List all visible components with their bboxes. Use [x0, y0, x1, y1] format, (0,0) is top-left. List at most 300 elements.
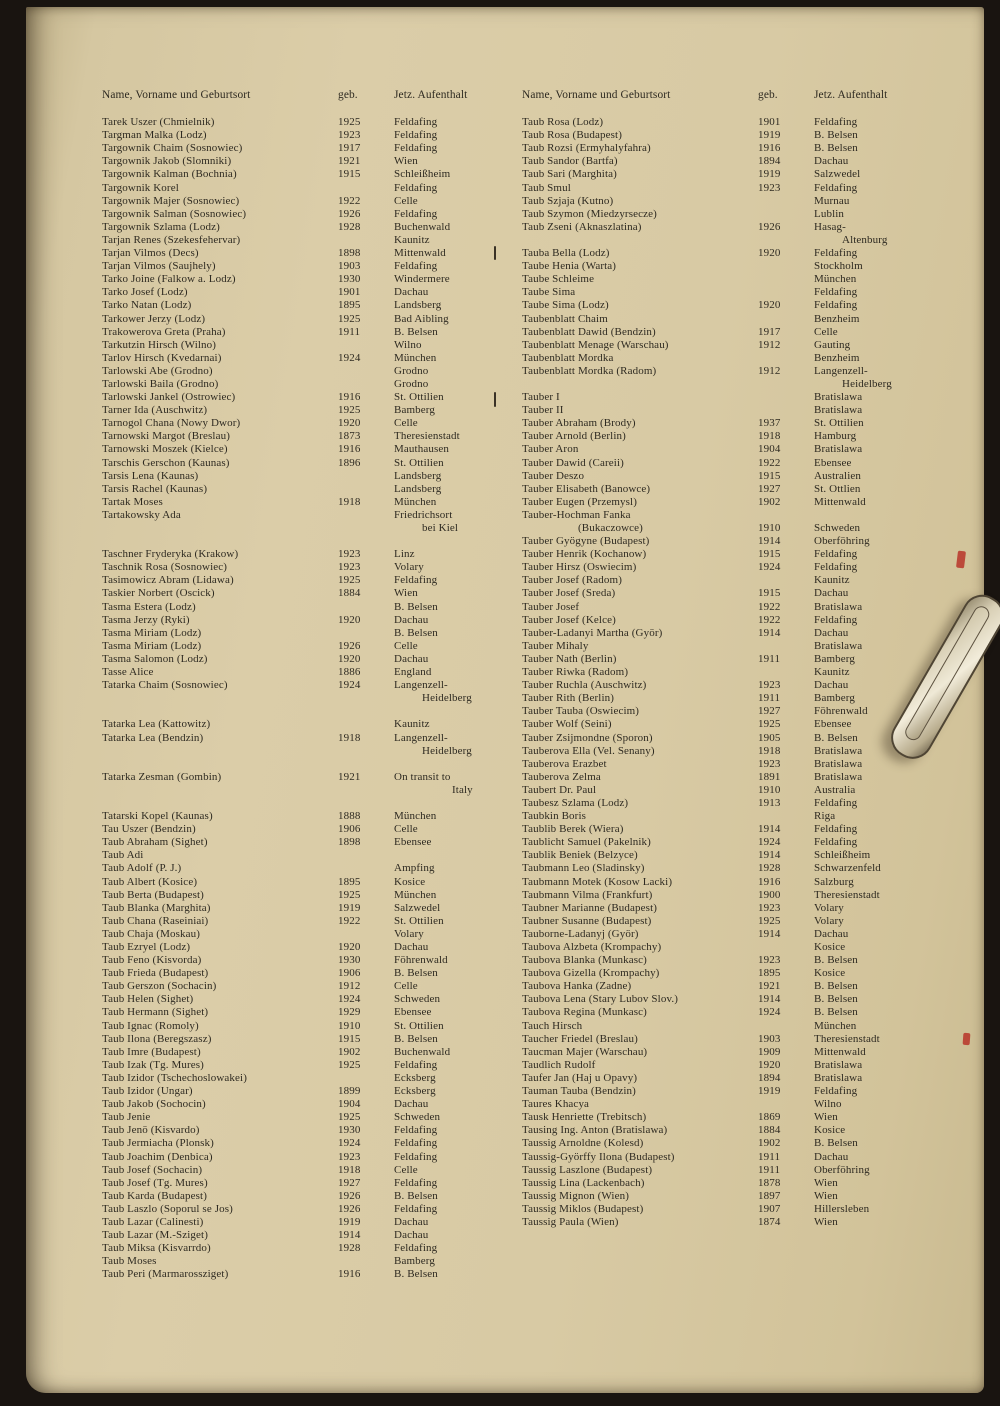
geb-cell: 1897: [758, 1189, 781, 1202]
table-row: [102, 496, 514, 509]
pen-mark: [494, 246, 496, 260]
res-cell: Feldafing: [394, 181, 438, 194]
res-cell: Celle: [394, 980, 418, 993]
table-row: [522, 326, 934, 339]
res-cell: Wien: [814, 1215, 838, 1228]
table-row: [102, 862, 514, 875]
table-row: [102, 587, 514, 600]
table-row: [522, 614, 934, 627]
geb-cell: [758, 208, 814, 221]
geb-cell: 1924: [338, 993, 361, 1006]
table-row: [522, 443, 934, 456]
table-row: [102, 208, 514, 221]
name-cell: [102, 784, 338, 797]
res-cell: Kosice: [814, 1124, 846, 1137]
geb-cell: 1923: [338, 561, 361, 574]
name-cell: [102, 758, 338, 771]
name-cell: Taschnik Rosa (Sosnowiec): [102, 561, 228, 574]
name-cell: Taskier Norbert (Oscick): [102, 587, 215, 600]
res-cell: München: [394, 351, 437, 364]
res-cell: Feldafing: [394, 574, 438, 587]
geb-cell: 1920: [338, 417, 361, 430]
geb-cell: 1920: [338, 941, 361, 953]
geb-cell: 1902: [758, 495, 781, 508]
name-cell: Tartak Moses: [102, 495, 163, 508]
geb-cell: 1926: [758, 220, 781, 233]
res-cell: Italy: [452, 783, 473, 796]
table-row: [522, 836, 934, 849]
geb-cell: 1906: [338, 823, 361, 836]
res-cell: Theresienstadt: [814, 1032, 880, 1045]
table-row: [522, 745, 934, 758]
name-cell: Taubova Regina (Munkasc): [522, 1006, 647, 1019]
table-row: [522, 771, 934, 784]
table-row: [102, 836, 514, 849]
res-cell: Heidelberg: [422, 692, 472, 705]
geb-cell: 1924: [338, 351, 361, 364]
geb-cell: 1922: [758, 613, 781, 626]
name-cell: Taub Josef (Sochacin): [102, 1163, 203, 1176]
table-row: [522, 1020, 934, 1033]
name-cell: Taube Henia (Warta): [522, 260, 617, 273]
res-cell: Dachau: [814, 927, 849, 940]
res-cell: England: [394, 666, 432, 679]
table-row: [522, 640, 934, 653]
table-row: [522, 732, 934, 745]
table-row: [522, 404, 934, 417]
res-cell: Feldafing: [814, 1085, 858, 1098]
geb-cell: 1918: [758, 430, 781, 443]
geb-cell: 1916: [758, 875, 781, 888]
geb-cell: 1921: [338, 155, 361, 168]
res-cell: Oberföhring: [814, 1163, 870, 1176]
geb-cell: [758, 574, 814, 587]
name-cell: Tauber Tauba (Oswiecim): [522, 705, 640, 718]
table-row: [102, 299, 514, 312]
table-row: [102, 195, 514, 208]
geb-cell: 1921: [758, 980, 781, 993]
res-cell: Celle: [394, 823, 418, 836]
name-cell: [102, 522, 338, 535]
table-row: [102, 889, 514, 902]
geb-cell: [338, 862, 394, 875]
res-cell: bei Kiel: [422, 522, 459, 534]
name-cell: Tauber Dawid (Careii): [522, 456, 624, 469]
res-cell: St. Ottilien: [394, 1019, 444, 1032]
geb-cell: 1924: [338, 679, 361, 692]
res-cell: B. Belsen: [394, 1189, 438, 1202]
table-row: [522, 286, 934, 299]
name-cell: Taubesz Szlama (Lodz): [522, 796, 629, 809]
res-cell: B. Belsen: [394, 626, 438, 639]
res-cell: Ebensee: [814, 718, 852, 731]
name-cell: Taubenblatt Mordka: [522, 351, 614, 364]
geb-cell: 1884: [338, 587, 361, 600]
name-cell: Taub Jenö (Kisvardo): [102, 1124, 200, 1137]
res-cell: Feldafing: [814, 796, 858, 809]
name-cell: [102, 535, 338, 548]
res-cell: Schweden: [394, 993, 441, 1006]
res-cell: Oberföhring: [814, 535, 870, 548]
geb-cell: 1926: [338, 1189, 361, 1202]
res-cell: [394, 758, 514, 771]
book-page: [26, 7, 984, 1393]
geb-cell: 1886: [338, 666, 361, 679]
table-row: [522, 954, 934, 967]
table-row: [102, 378, 514, 391]
table-row: [522, 561, 934, 574]
geb-cell: 1918: [338, 1163, 361, 1176]
name-cell: Taubova Hanka (Zadne): [522, 980, 632, 993]
res-cell: Hillersleben: [814, 1202, 870, 1215]
name-cell: Tarko Natan (Lodz): [102, 299, 192, 312]
spacer-row: [102, 758, 514, 771]
geb-cell: 1904: [338, 1098, 361, 1111]
res-cell: B. Belsen: [814, 731, 858, 744]
geb-cell: 1884: [758, 1124, 781, 1137]
table-row: [102, 941, 514, 954]
geb-cell: 1925: [338, 404, 361, 417]
name-cell: Tasimowicz Abram (Lidawa): [102, 574, 234, 587]
res-cell: München: [814, 1019, 857, 1032]
geb-cell: 1911: [758, 1150, 781, 1163]
table-row: [522, 129, 934, 142]
name-cell: Taub Ilona (Beregszasz): [102, 1032, 212, 1045]
table-row: [522, 784, 934, 797]
name-cell: Targownik Majer (Sosnowiec): [102, 194, 240, 207]
res-cell: Schweden: [814, 522, 861, 534]
geb-cell: 1916: [338, 391, 361, 404]
res-cell: München: [394, 810, 437, 823]
table-row: [102, 1059, 514, 1072]
res-cell: Hasag-: [814, 220, 846, 233]
res-cell: Landsberg: [394, 299, 442, 312]
geb-cell: 1915: [758, 548, 781, 561]
table-row: [522, 1190, 934, 1203]
geb-cell: 1930: [338, 954, 361, 967]
geb-cell: 1922: [338, 194, 361, 207]
name-cell: Taub Smul: [522, 181, 571, 194]
name-cell: Tasma Estera (Lodz): [102, 600, 196, 613]
res-cell: Feldafing: [814, 561, 858, 574]
name-cell: Taubert Dr. Paul: [522, 783, 597, 796]
res-cell: Bamberg: [394, 1255, 435, 1268]
res-cell: Windermere: [394, 273, 450, 286]
geb-cell: [758, 404, 814, 417]
table-row: [522, 1033, 934, 1046]
table-row: [102, 234, 514, 247]
name-cell: Tauber Rith (Berlin): [522, 692, 615, 705]
name-cell: Taub Chana (Raseiniai): [102, 914, 209, 927]
table-row: [522, 247, 934, 260]
res-cell: Wien: [394, 587, 418, 600]
res-cell: Dachau: [394, 941, 429, 953]
geb-cell: 1915: [758, 587, 781, 600]
res-cell: Dachau: [814, 626, 849, 639]
table-row: [102, 1216, 514, 1229]
geb-cell: [758, 313, 814, 326]
res-cell: Murnau: [814, 194, 850, 207]
res-cell: Langenzell-: [394, 731, 448, 744]
res-cell: Dachau: [394, 286, 429, 299]
res-cell: Ecksberg: [394, 1085, 436, 1098]
name-cell: Taub Izak (Tg. Mures): [102, 1058, 204, 1071]
table-row: [522, 168, 934, 181]
geb-cell: 1878: [758, 1176, 781, 1189]
geb-cell: 1895: [338, 875, 361, 888]
name-cell: Taubenblatt Chaim: [522, 312, 608, 325]
res-cell: Ecksberg: [394, 1071, 436, 1084]
geb-cell: 1925: [338, 888, 361, 901]
res-cell: Langenzell-: [814, 364, 868, 377]
name-cell: Tatarka Chaim (Sosnowiec): [102, 679, 228, 692]
res-cell: Kaunitz: [814, 666, 850, 679]
res-cell: Föhrenwald: [814, 705, 868, 718]
table-row: [522, 876, 934, 889]
res-cell: Bad Aibling: [394, 312, 449, 325]
table-row: [102, 1190, 514, 1203]
geb-cell: 1925: [338, 1058, 361, 1071]
res-cell: Feldafing: [394, 129, 438, 142]
res-cell: Feldafing: [814, 299, 858, 312]
table-row: [102, 326, 514, 339]
table-row: [522, 1085, 934, 1098]
table-row: [102, 1255, 514, 1268]
geb-cell: 1926: [338, 639, 361, 652]
table-row: [522, 391, 934, 404]
name-cell: Taucman Majer (Warschau): [522, 1045, 648, 1058]
name-cell: Taucher Friedel (Breslau): [522, 1032, 638, 1045]
res-cell: Feldafing: [394, 1176, 438, 1189]
table-row: [522, 718, 934, 731]
table-row: [102, 627, 514, 640]
table-row: [102, 313, 514, 326]
name-cell: Tauber Mihaly: [522, 639, 589, 652]
name-cell: Taub Miksa (Kisvarrdo): [102, 1242, 211, 1255]
table-row: [522, 155, 934, 168]
spacer-row: [102, 705, 514, 718]
res-cell: B. Belsen: [814, 980, 858, 993]
table-row: [102, 614, 514, 627]
table-row: [522, 234, 934, 247]
name-cell: Tarko Josef (Lodz): [102, 286, 188, 299]
geb-cell: 1911: [758, 692, 781, 705]
geb-cell: 1930: [338, 273, 361, 286]
name-cell: Tauber Deszo: [522, 469, 585, 482]
geb-cell: 1895: [338, 299, 361, 312]
geb-cell: 1922: [338, 914, 361, 927]
name-cell: Tarek Uszer (Chmielnik): [102, 116, 215, 129]
name-cell: Taube Schleime: [522, 273, 595, 286]
table-row: [522, 980, 934, 993]
table-row: [102, 902, 514, 915]
res-cell: Feldafing: [814, 286, 858, 299]
name-cell: Taub Jenie: [102, 1111, 151, 1124]
res-cell: Wien: [814, 1189, 838, 1202]
res-cell: Feldafing: [394, 1137, 438, 1150]
name-cell: Tarner Ida (Auschwitz): [102, 404, 208, 417]
res-cell: Wien: [394, 155, 418, 168]
name-cell: Taussig-Györffy Ilona (Budapest): [522, 1150, 675, 1163]
geb-cell: [338, 784, 394, 797]
res-cell: Grodno: [394, 377, 429, 390]
table-row: [522, 260, 934, 273]
header-name: Name, Vorname und Geburtsort: [102, 89, 251, 101]
table-row: [102, 417, 514, 430]
geb-cell: 1873: [338, 430, 361, 443]
name-cell: Tauber Arnold (Berlin): [522, 430, 626, 443]
name-cell: Taubner Marianne (Budapest): [522, 901, 658, 914]
name-cell: Tauber Zsijmondne (Sporon): [522, 731, 653, 744]
geb-cell: 1923: [338, 129, 361, 142]
name-cell: Tauber Eugen (Przemysl): [522, 495, 638, 508]
table-row: [102, 182, 514, 195]
table-row: [522, 1111, 934, 1124]
name-cell: Taub Blanka (Marghita): [102, 901, 211, 914]
res-cell: [394, 705, 514, 718]
geb-cell: 1921: [338, 770, 361, 783]
name-cell: Taub Izidor (Tschechoslowakei): [102, 1071, 248, 1084]
geb-cell: 1925: [338, 116, 361, 129]
res-cell: Feldafing: [394, 207, 438, 220]
res-cell: Kaunitz: [394, 718, 430, 731]
table-row: [102, 1137, 514, 1150]
geb-cell: 1895: [758, 967, 781, 980]
geb-cell: [758, 941, 814, 954]
geb-cell: 1914: [338, 1229, 361, 1242]
right-column-header: [522, 89, 934, 102]
name-cell: Taube Sima (Lodz): [522, 299, 609, 312]
res-cell: St. Ottilien: [394, 456, 444, 469]
res-cell: Salzwedel: [394, 901, 441, 914]
name-cell: Tarsis Lena (Kaunas): [102, 469, 199, 482]
res-cell: B. Belsen: [814, 129, 858, 142]
res-cell: Dachau: [394, 1098, 429, 1111]
table-row: [102, 470, 514, 483]
name-cell: Taub Ignac (Romoly): [102, 1019, 199, 1032]
name-cell: Tasma Salomon (Lodz): [102, 652, 208, 665]
table-row: [522, 902, 934, 915]
geb-cell: [338, 1072, 394, 1085]
res-cell: Schwarzenfeld: [814, 862, 881, 875]
table-row: [522, 679, 934, 692]
geb-cell: 1912: [758, 338, 781, 351]
name-cell: Tauberova Erazbet: [522, 757, 607, 770]
res-cell: Bratislawa: [814, 1058, 863, 1071]
res-cell: Schleißheim: [394, 168, 451, 181]
res-cell: Feldafing: [814, 247, 858, 260]
res-cell: Australien: [814, 469, 862, 482]
geb-cell: [758, 352, 814, 365]
geb-cell: 1902: [338, 1045, 361, 1058]
name-cell: Taub Ezryel (Lodz): [102, 941, 191, 953]
table-row: [522, 941, 934, 954]
res-cell: [394, 849, 514, 862]
name-cell: Tarko Joine (Falkow a. Lodz): [102, 273, 236, 286]
geb-cell: 1915: [758, 469, 781, 482]
geb-cell: 1924: [338, 1137, 361, 1150]
geb-cell: 1911: [758, 1163, 781, 1176]
table-row: [102, 391, 514, 404]
geb-cell: [338, 849, 394, 862]
res-cell: Bamberg: [814, 652, 855, 665]
name-cell: (Bukaczowce): [578, 522, 643, 534]
table-row: [522, 1137, 934, 1150]
name-cell: Tarkower Jerzy (Lodz): [102, 312, 206, 325]
res-cell: Grodno: [394, 364, 429, 377]
res-cell: Volary: [814, 901, 844, 914]
geb-cell: [758, 666, 814, 679]
geb-cell: 1928: [338, 1242, 361, 1255]
name-cell: Taublicht Samuel (Pakelnik): [522, 836, 651, 849]
name-cell: Tarnowski Moszek (Kielce): [102, 443, 228, 456]
name-cell: Taubova Lena (Stary Lubov Slov.): [522, 993, 679, 1006]
res-cell: Dachau: [814, 155, 849, 168]
res-cell: Bratislawa: [814, 639, 863, 652]
table-row: [102, 1033, 514, 1046]
table-row: [102, 718, 514, 731]
table-row: [102, 692, 514, 705]
name-cell: Targownik Korel: [102, 181, 179, 194]
name-cell: Taubenblatt Dawid (Bendzin): [522, 325, 656, 338]
geb-cell: [338, 601, 394, 614]
name-cell: Taub Zseni (Aknaszlatina): [522, 220, 642, 233]
table-row: [102, 548, 514, 561]
name-cell: Taussig Lina (Lackenbach): [522, 1176, 645, 1189]
geb-cell: 1914: [758, 535, 781, 548]
table-row: [522, 1072, 934, 1085]
name-cell: Taub Sari (Marghita): [522, 168, 617, 181]
res-cell: Dachau: [394, 652, 429, 665]
table-row: [102, 1151, 514, 1164]
table-row: [102, 666, 514, 679]
table-row: [102, 1006, 514, 1019]
name-cell: Tatarka Lea (Kattowitz): [102, 718, 211, 731]
geb-cell: 1912: [758, 364, 781, 377]
res-cell: Ebensee: [814, 456, 852, 469]
res-cell: Feldafing: [394, 1242, 438, 1255]
table-row: [522, 417, 934, 430]
name-cell: Taub Lazar (M.-Sziget): [102, 1229, 209, 1242]
res-cell: Dachau: [814, 679, 849, 692]
name-cell: Tauber Henrik (Kochanow): [522, 548, 647, 561]
table-row: [522, 1046, 934, 1059]
geb-cell: 1899: [338, 1085, 361, 1098]
res-cell: Hamburg: [814, 430, 857, 443]
name-cell: Tauman Tauba (Bendzin): [522, 1085, 636, 1098]
name-cell: Tatarski Kopel (Kaunas): [102, 810, 213, 823]
res-cell: Salzwedel: [814, 168, 861, 181]
res-cell: Bratislawa: [814, 744, 863, 757]
name-cell: Tauber Ruchla (Auschwitz): [522, 679, 647, 692]
table-row: [522, 365, 934, 378]
res-cell: B. Belsen: [814, 142, 858, 155]
geb-cell: 1894: [758, 155, 781, 168]
name-cell: Tausk Henriette (Trebitsch): [522, 1111, 647, 1124]
name-cell: Taub Rosa (Lodz): [522, 116, 604, 129]
name-cell: Taublib Berek (Wiera): [522, 823, 624, 836]
geb-cell: 1905: [758, 731, 781, 744]
table-row: [102, 1203, 514, 1216]
table-row: [102, 1020, 514, 1033]
res-cell: Kosice: [394, 875, 426, 888]
table-row: [102, 443, 514, 456]
geb-cell: 1925: [758, 718, 781, 731]
geb-cell: 1923: [758, 954, 781, 967]
name-cell: Targownik Kalman (Bochnia): [102, 168, 237, 181]
name-cell: Taub Rosa (Budapest): [522, 129, 622, 142]
geb-cell: [338, 745, 394, 758]
